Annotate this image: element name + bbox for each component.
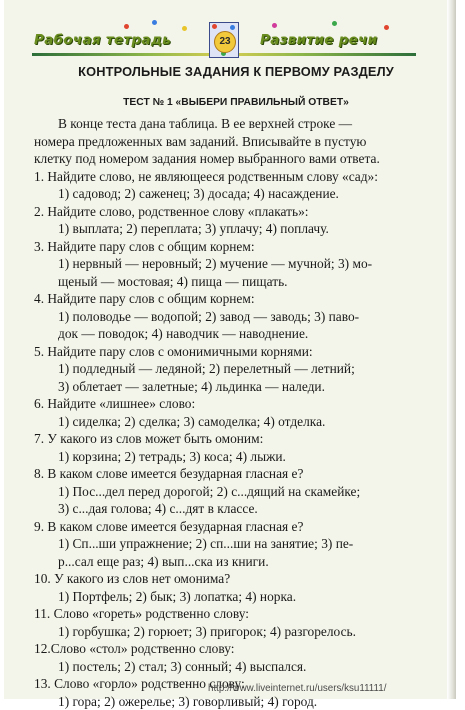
question-6: 6. Найдите «лишнее» слово: (34, 395, 434, 413)
answers-6: 1) сиделка; 2) сделка; 3) самоделка; 4) отделка. (34, 413, 434, 431)
question-11: 11. Слово «гореть» родственно слову: (34, 605, 434, 623)
answers-9: 1) Сп...ши упражнение; 2) сп...ши на занятие; 3) пе- (34, 535, 434, 553)
question-13: 13. Слово «горло» родственно слову: (34, 675, 434, 693)
page-number: 23 (214, 31, 236, 53)
question-3: 3. Найдите пару слов с общим корнем: (34, 238, 434, 256)
answers-13: 1) гора; 2) ожерелье; 3) говорливый; 4) город. (34, 693, 434, 710)
decor-dot (384, 25, 389, 30)
left-banner-title: Рабочая тетрадь (34, 32, 171, 48)
question-5: 5. Найдите пару слов с омонимичными корнями: (34, 343, 434, 361)
decor-dot (332, 21, 337, 26)
answers-4-cont: док — поводок; 4) наводчик — наводнение. (34, 325, 434, 343)
decor-dot (152, 20, 157, 25)
section-title: КОНТРОЛЬНЫЕ ЗАДАНИЯ К ПЕРВОМУ РАЗДЕЛУ (4, 64, 465, 79)
decor-dot (182, 26, 187, 31)
answers-3: 1) нервный — неровный; 2) мучение — мучной; 3) мо- (34, 255, 434, 273)
decor-dot (230, 25, 235, 30)
answers-1: 1) садовод; 2) саженец; 3) досада; 4) насаждение. (34, 185, 434, 203)
question-9: 9. В каком слове имеется безударная гласная е? (34, 518, 434, 536)
answers-12: 1) постель; 2) стал; 3) сонный; 4) выспался. (34, 658, 434, 676)
answers-10: 1) Портфель; 2) бык; 3) лопатка; 4) норка. (34, 588, 434, 606)
answers-9-cont: р...сал еще раз; 4) вып...ска из книги. (34, 553, 434, 571)
answers-11: 1) горбушка; 2) горюет; 3) пригорок; 4) разгорелось. (34, 623, 434, 641)
answers-2: 1) выплата; 2) переплата; 3) уплачу; 4) поплачу. (34, 220, 434, 238)
instruction-line: В конце теста дана таблица. В ее верхней строке — (34, 115, 434, 133)
question-4: 4. Найдите пару слов с общим корнем: (34, 290, 434, 308)
question-12: 12.Слово «стол» родственно слову: (34, 640, 434, 658)
test-body (34, 115, 434, 710)
question-7: 7. У какого из слов может быть омоним: (34, 430, 434, 448)
answers-3-cont: щеный — мостовая; 4) пища — пищать. (34, 273, 434, 291)
source-url: http://www.liveinternet.ru/users/ksu11111/ (208, 683, 386, 694)
instruction-line: номера предложенных вам заданий. Вписывайте в пустую (34, 133, 434, 151)
page-header (32, 22, 416, 62)
answers-7: 1) корзина; 2) тетрадь; 3) коса; 4) лыжи. (34, 448, 434, 466)
question-10: 10. У какого из слов нет омонима? (34, 570, 434, 588)
test-title: ТЕСТ № 1 «ВЫБЕРИ ПРАВИЛЬНЫЙ ОТВЕТ» (4, 97, 465, 108)
answers-5: 1) подледный — ледяной; 2) перелетный — летний; (34, 360, 434, 378)
question-8: 8. В каком слове имеется безударная гласная е? (34, 465, 434, 483)
answers-8-cont: 3) с...дая голова; 4) с...дят в классе. (34, 500, 434, 518)
question-1: 1. Найдите слово, не являющееся родственным слову «сад»: (34, 168, 434, 186)
answers-5-cont: 3) облетает — залетные; 4) льдинка — наледи. (34, 378, 434, 396)
instruction-line: клетку под номером задания номер выбранного вами ответа. (34, 150, 434, 168)
decor-dot (124, 24, 129, 29)
right-banner-title: Развитие речи (260, 32, 377, 48)
question-2: 2. Найдите слово, родственное слову «плакать»: (34, 203, 434, 221)
page-number-badge (209, 22, 239, 58)
decor-dot (272, 23, 277, 28)
decor-dot (212, 24, 217, 29)
answers-8: 1) Пос...дел перед дорогой; 2) с...дящий на скамейке; (34, 483, 434, 501)
answers-4: 1) половодье — водопой; 2) завод — заводь; 3) паво- (34, 308, 434, 326)
workbook-page (4, 0, 456, 699)
